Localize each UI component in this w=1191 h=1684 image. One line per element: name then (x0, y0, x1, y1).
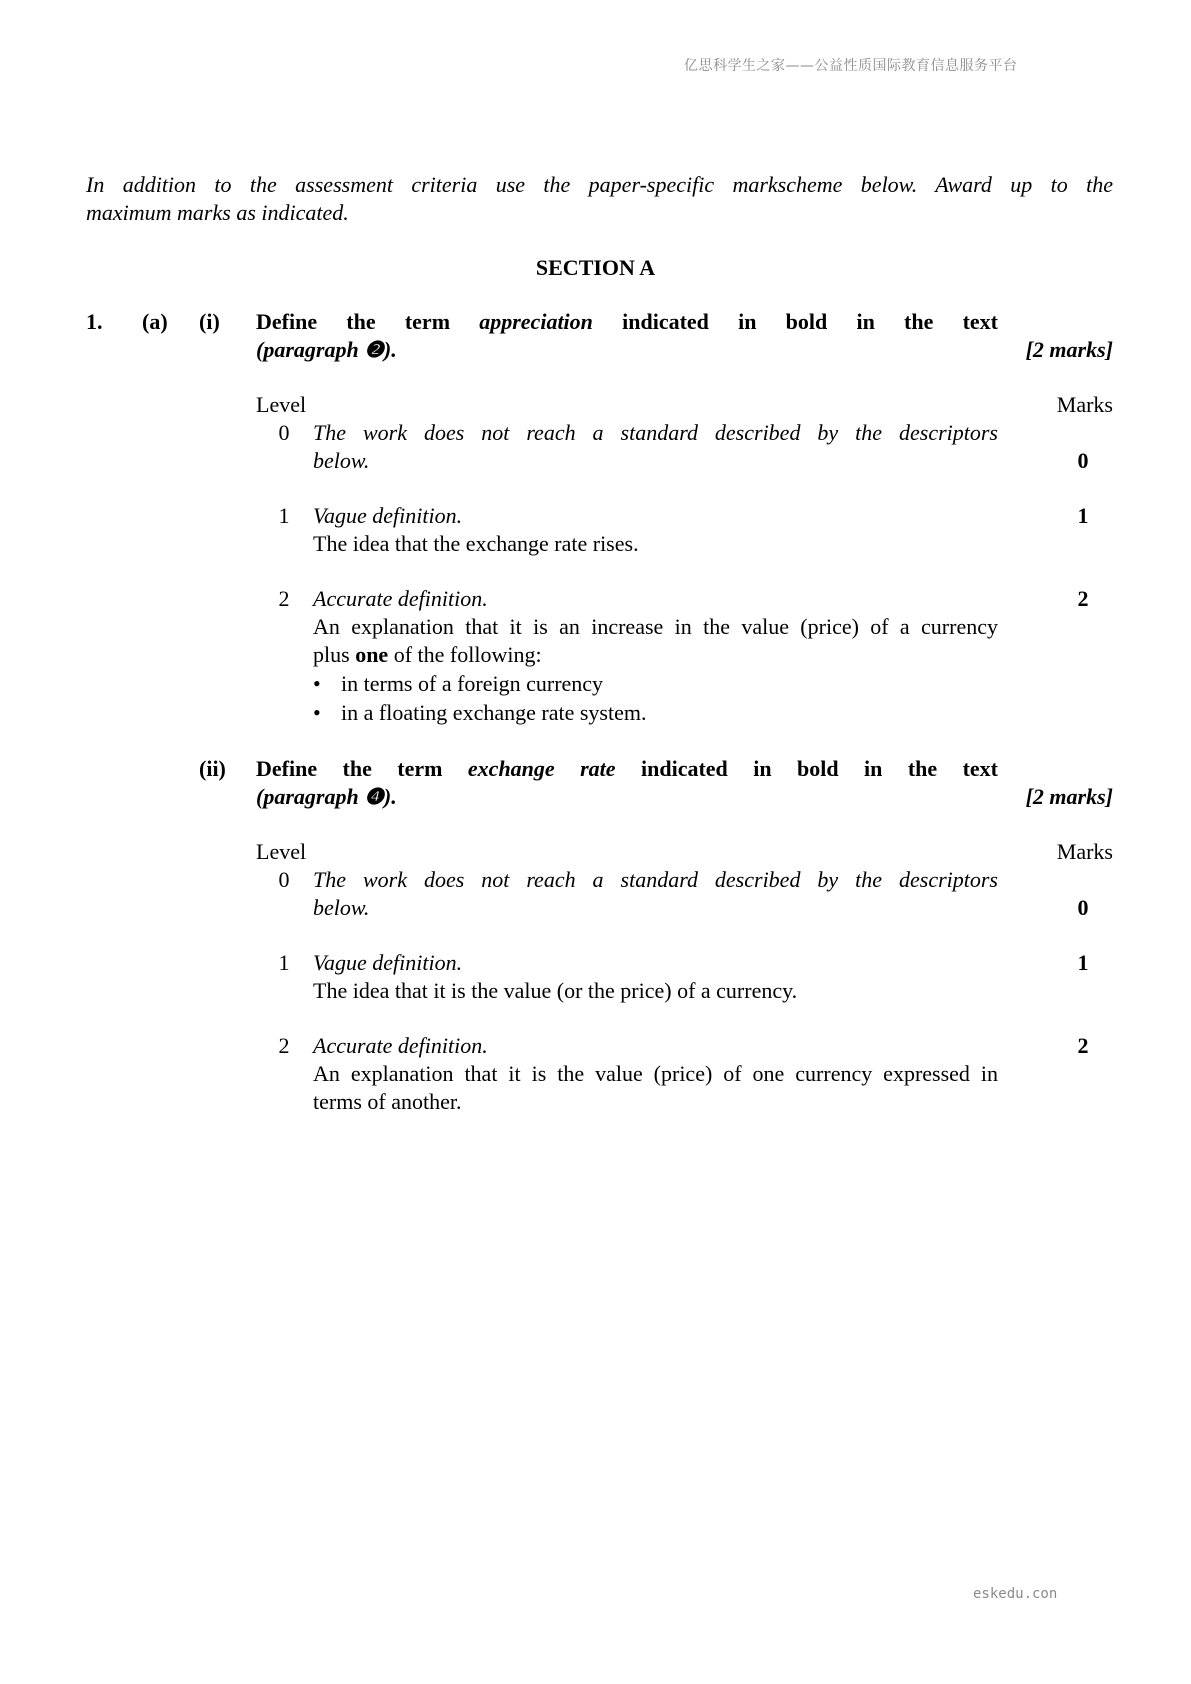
level-1-body: The idea that the exchange rate rises. (313, 531, 639, 556)
question-part: (a) (142, 309, 168, 334)
level-2-mark: 2 (1077, 1033, 1089, 1058)
level-1-mark: 1 (1077, 950, 1089, 975)
subpart-i-prompt (256, 308, 998, 336)
level-header: Level (256, 839, 307, 864)
subpart-i-prompt-line2: (paragraph ❷). (256, 337, 397, 362)
level-2-heading: Accurate definition. (313, 1033, 488, 1058)
level-number: 1 (278, 950, 290, 975)
level-number: 2 (278, 1033, 290, 1058)
level-2-body-line-2 (313, 641, 542, 669)
header-watermark: 亿思科学生之家——公益性质国际教育信息服务平台 (684, 58, 1018, 74)
level-0-descriptor-line-2: below. (313, 448, 370, 473)
level-2-body-line-1: An explanation that it is an increase in the value (price) of a currency (313, 614, 998, 639)
body-text: plus (313, 642, 356, 667)
body-bold-text: one (355, 642, 389, 667)
prompt-post: indicated in bold in the text (615, 756, 998, 781)
footer-watermark: eskedu.con (973, 1586, 1058, 1602)
subpart-ii-prompt (256, 755, 998, 783)
level-header: Level (256, 392, 307, 417)
prompt-term: appreciation (479, 309, 593, 334)
level-2-body-line-2: terms of another. (313, 1089, 462, 1114)
bullet-text: in terms of a foreign currency (341, 671, 604, 696)
bullet-icon: • (313, 700, 321, 725)
subpart-label-ii: (ii) (199, 756, 226, 781)
bullet-icon: • (313, 671, 321, 696)
level-number: 0 (278, 867, 290, 892)
prompt-term: exchange rate (467, 756, 616, 781)
question-number: 1. (86, 309, 103, 334)
intro-line-1: In addition to the assessment criteria use the paper-specific markscheme below. Award up to the (86, 172, 1113, 197)
intro-line-2: maximum marks as indicated. (86, 200, 349, 225)
subpart-ii-marks: [2 marks] (1025, 784, 1113, 809)
level-2-body-line-1: An explanation that it is the value (price) of one currency expressed in (313, 1061, 998, 1086)
prompt-pre: Define the term (256, 756, 468, 781)
subpart-label-i: (i) (199, 309, 220, 334)
intro-paragraph (86, 171, 1113, 227)
level-0-mark: 0 (1077, 895, 1089, 920)
level-2-mark: 2 (1077, 586, 1089, 611)
prompt-pre: Define the term (256, 309, 480, 334)
level-number: 0 (278, 420, 290, 445)
level-number: 1 (278, 503, 290, 528)
subpart-i-marks: [2 marks] (1025, 337, 1113, 362)
section-title: SECTION A (535, 255, 656, 280)
level-0-descriptor-line-2: below. (313, 895, 370, 920)
level-0-mark: 0 (1077, 448, 1089, 473)
level-0-descriptor-line-1: The work does not reach a standard described by the descriptors (313, 867, 998, 892)
subpart-ii-prompt-line2: (paragraph ❹). (256, 784, 397, 809)
bullet-text: in a floating exchange rate system. (341, 700, 647, 725)
marks-header: Marks (1056, 392, 1113, 417)
level-1-heading: Vague definition. (313, 950, 463, 975)
level-1-body: The idea that it is the value (or the price) of a currency. (313, 978, 798, 1003)
prompt-post: indicated in bold in the text (592, 309, 998, 334)
body-text: of the following: (388, 642, 542, 667)
level-2-heading: Accurate definition. (313, 586, 488, 611)
bullet-item (313, 699, 646, 727)
marks-header: Marks (1056, 839, 1113, 864)
level-number: 2 (278, 586, 290, 611)
level-0-descriptor-line-1: The work does not reach a standard described by the descriptors (313, 420, 998, 445)
bullet-item (313, 670, 603, 698)
level-1-heading: Vague definition. (313, 503, 463, 528)
level-1-mark: 1 (1077, 503, 1089, 528)
